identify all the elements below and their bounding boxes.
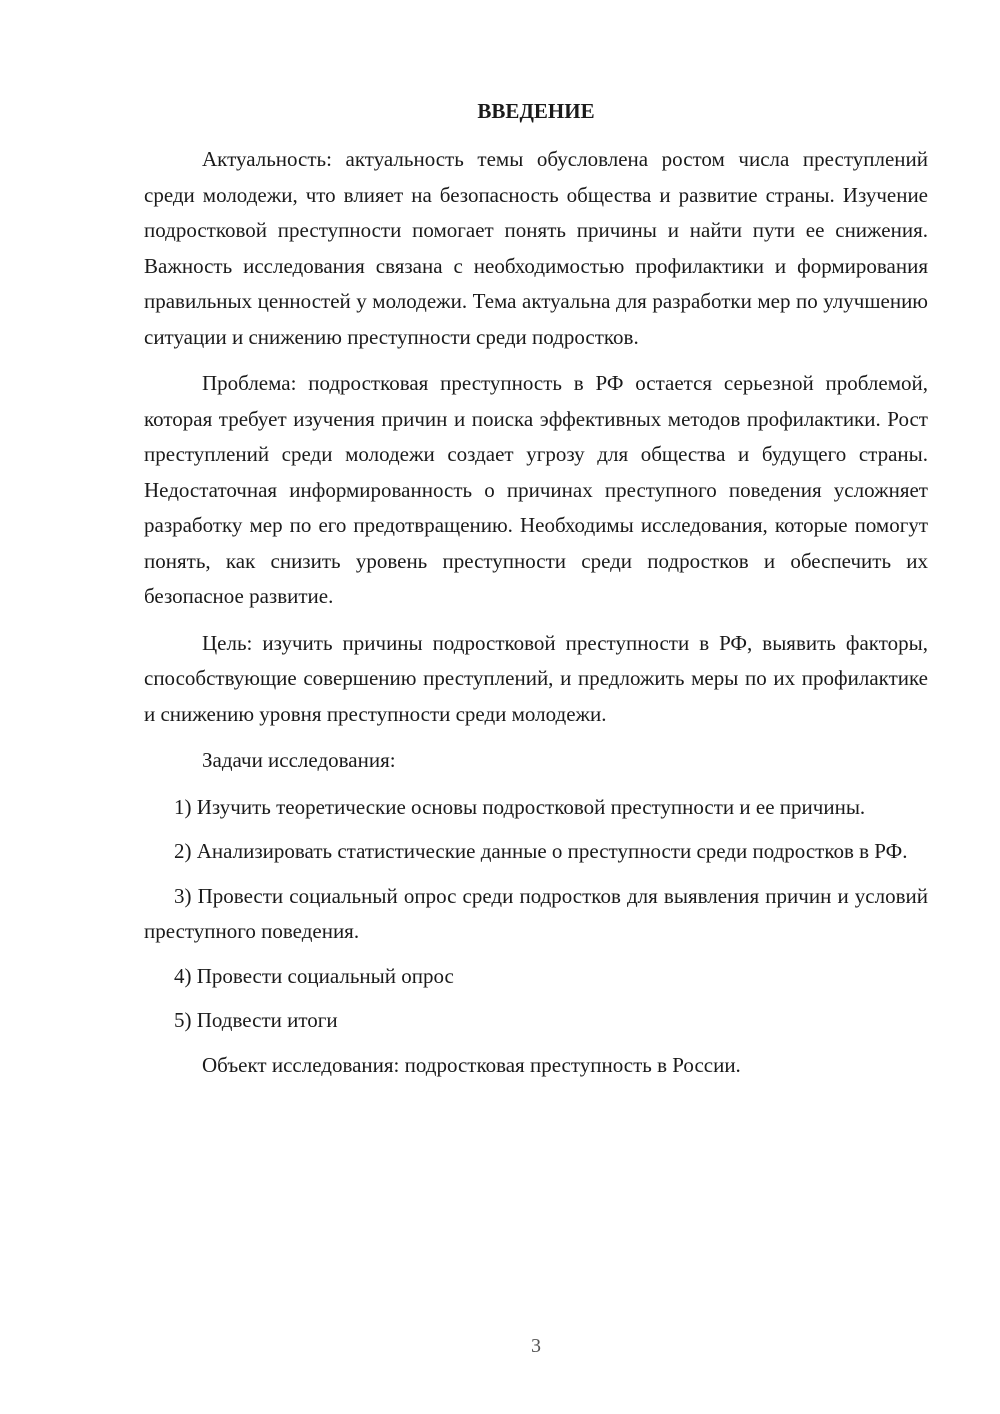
object-paragraph: Объект исследования: подростковая преступность в России.: [202, 1052, 741, 1077]
problem-paragraph: Проблема: подростковая преступность в РФ остается серьезной проблемой, которая требует изучения причин и поиска эффективных методов профилактики. Рост преступлений среди молодежи создает угрозу для общества и будущего страны. Недостаточная информированность о причинах преступного поведения усложняет разработку мер по его предотвращению. Необходимы исследования, которые помогут понять, как снизить уровень преступности среди подростков и обеспечить их безопасное развитие.: [144, 371, 928, 608]
document-body: [144, 142, 928, 1094]
relevance-paragraph: Актуальность: актуальность темы обусловлена ростом числа преступлений среди молодежи, что влияет на безопасность общества и развитие страны. Изучение подростковой преступности помогает понять причины и найти пути ее снижения. Важность исследования связана с необходимостью профилактики и формирования правильных ценностей у молодежи. Тема актуальна для разработки мер по улучшению ситуации и снижению преступности среди подростков.: [144, 147, 928, 349]
task-item-3: 3) Провести социальный опрос среди подростков для выявления причин и условий преступного поведения.: [144, 883, 928, 943]
task-item-2: 2) Анализировать статистические данные о преступности среди подростков в РФ.: [174, 839, 908, 863]
task-item-1: 1) Изучить теоретические основы подростковой преступности и ее причины.: [174, 794, 866, 819]
section-heading: ВВЕДЕНИЕ: [477, 99, 595, 123]
task-item-5: 5) Подвести итоги: [174, 1008, 338, 1032]
goal-paragraph: Цель: изучить причины подростковой преступности в РФ, выявить факторы, способствующие совершению преступлений, и предложить меры по их профилактике и снижению уровня преступности среди молодежи.: [144, 630, 928, 726]
tasks-heading: Задачи исследования:: [202, 748, 396, 772]
task-item-4: 4) Провести социальный опрос: [174, 963, 454, 988]
page-number: 3: [531, 1335, 541, 1357]
